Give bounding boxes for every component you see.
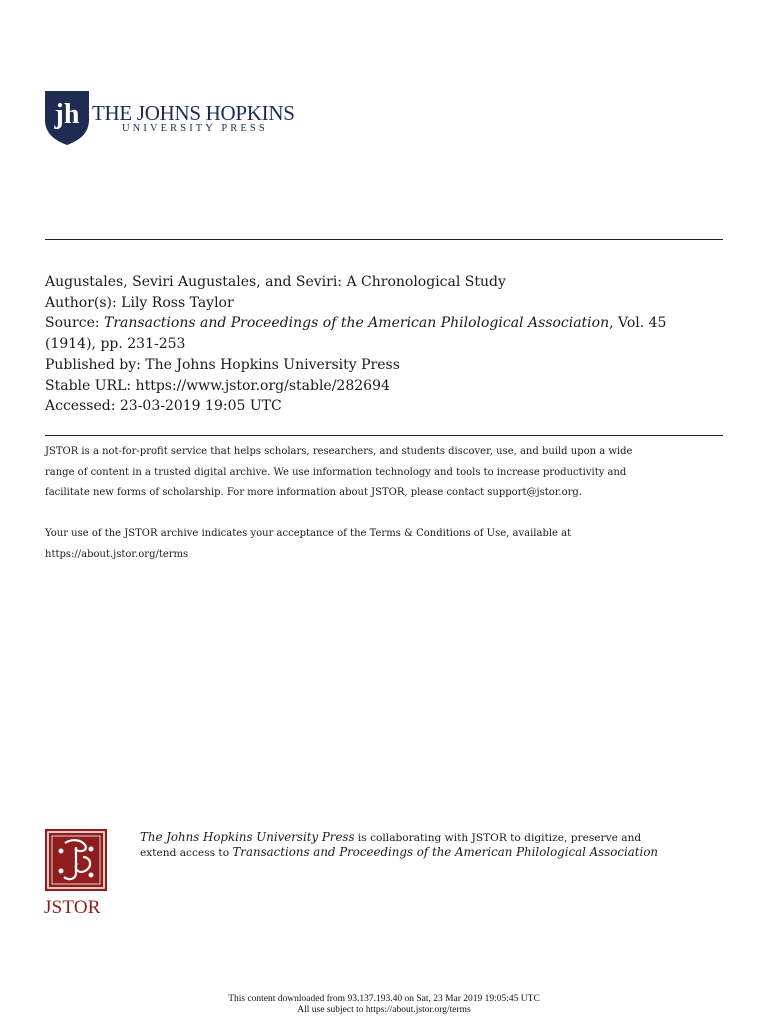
download-footer — [0, 994, 768, 1016]
source-volume: , Vol. 45 — [609, 315, 667, 332]
article-title: Augustales, Seviri Augustales, and Seviri: A Chronological Study — [45, 274, 506, 290]
collaboration-line — [140, 846, 740, 861]
notice-line: JSTOR is a not-for-profit service that helps scholars, researchers, and students discover, use, and build upon a wide — [45, 446, 633, 457]
divider-middle — [45, 435, 723, 436]
source-issue: (1914), pp. 231-253 — [45, 336, 186, 353]
footer-line: This content downloaded from 93.137.193.40 on Sat, 23 Mar 2019 19:05:45 UTC — [228, 994, 540, 1004]
source-journal: Transactions and Proceedings of the American Philological Association — [104, 315, 610, 332]
collaboration-line — [140, 831, 740, 846]
terms-notice-paragraph — [45, 524, 725, 565]
collab-journal: Transactions and Proceedings of the American Philological Association — [232, 844, 659, 859]
published-line — [45, 355, 725, 376]
jhu-shield-icon — [44, 90, 90, 146]
collab-text: is collaborating with JSTOR to digitize, preserve and — [354, 832, 642, 844]
citation-block — [45, 272, 725, 417]
publisher-name: THE JOHNS HOPKINS — [92, 101, 295, 125]
stable-url-line — [45, 376, 725, 397]
notice-line: facilitate new forms of scholarship. For more information about JSTOR, please contact support@jstor.org. — [45, 487, 582, 499]
published-label: Published by: — [45, 356, 141, 373]
jstor-logo-icon — [45, 829, 107, 891]
authors-label: Author(s): — [45, 294, 117, 311]
authors-value: Lily Ross Taylor — [121, 294, 234, 311]
accessed-label: Accessed: — [45, 398, 116, 415]
divider-top — [45, 239, 723, 240]
collab-publisher: The Johns Hopkins University Press — [140, 830, 355, 844]
collab-text: extend access to — [140, 846, 233, 859]
publisher-subtitle: UNIVERSITY PRESS — [122, 123, 268, 134]
footer-terms-link[interactable]: All use subject to https://about.jstor.org/terms — [297, 1005, 471, 1015]
accessed-line — [45, 396, 725, 417]
stable-url-label: Stable URL: — [45, 377, 132, 394]
source-line — [45, 313, 725, 334]
source-label: Source: — [45, 315, 100, 332]
authors-line — [45, 293, 725, 314]
publisher-value: The Johns Hopkins University Press — [145, 356, 400, 373]
accessed-value: 23-03-2019 19:05 UTC — [119, 398, 282, 415]
notice-line: range of content in a trusted digital archive. We use information technology and tools to increase productivity and — [45, 466, 627, 478]
stable-url-link[interactable]: https://www.jstor.org/stable/282694 — [135, 377, 390, 394]
collaboration-statement — [140, 831, 740, 860]
jhu-shield-monogram: jh — [54, 99, 80, 130]
terms-link[interactable]: https://about.jstor.org/terms — [45, 548, 189, 560]
notice-line: Your use of the JSTOR archive indicates your acceptance of the Terms & Conditions of Use, available at — [45, 528, 572, 539]
jstor-notice-paragraph — [45, 442, 725, 504]
jstor-wordmark: JSTOR — [44, 897, 101, 918]
publisher-logo — [44, 90, 295, 146]
